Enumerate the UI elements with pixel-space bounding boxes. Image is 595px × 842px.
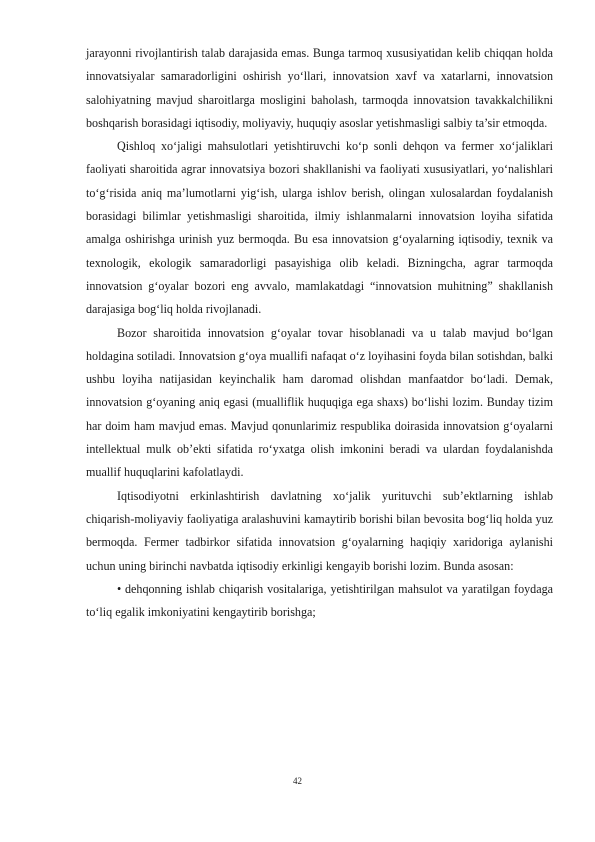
page-number: 42 — [293, 776, 302, 786]
bullet-paragraph — [86, 578, 553, 625]
bullet-text: dehqonning ishlab chiqarish vositalariga, yetishtirilgan mahsulot va yaratilgan foydaga to‘liq egalik imkoniyatini kengaytirib borishga; — [86, 581, 553, 620]
paragraph-3: Bozor sharoitida innovatsion g‘oyalar tovar hisoblanadi va u talab mavjud bo‘lgan holdagina sotiladi. Innovatsion g‘oya muallifi nafaqat o‘z loyihasini foyda bilan sotishdan, balki ushbu loyiha natijasidan keyinchalik ham daromad olishdan manfaatdor bo‘ladi. Demak, innovatsion g‘oyaning aniq egasi (mualliflik huquqiga ega shaxs) bo‘lishi lozim. Bunday tizim har doim ham mavjud emas. Mavjud qonunlarimiz respublika doirasida innovatsion g‘oyalarni intellektual mulk ob’ekti sifatida ro‘yxatga olish imkonini beradi va ulardan foydalanishda muallif huquqlarini kafolatlaydi. — [86, 325, 553, 480]
paragraph-4: Iqtisodiyotni erkinlashtirish davlatning xo‘jalik yurituvchi sub’ektlarning ishlab chiqarish-moliyaviy faoliyatiga aralashuvini kamaytirib borishi bilan bevosita bog‘liq holda yuz bermoqda. Fermer tadbirkor sifatida innovatsion g‘oyalarning haqiqiy xaridoriga aylanishi uchun uning birinchi navbatda iqtisodiy erkinligi kengayib borishi lozim. Bunda asosan: — [86, 488, 553, 573]
paragraph-2: Qishloq xo‘jaligi mahsulotlari yetishtiruvchi ko‘p sonli dehqon va fermer xo‘jaliklari faoliyati sharoitida agrar innovatsiya bozori shakllanishi va faoliyati xususiyatlari, yo‘nalishlari to‘g‘risida aniq ma’lumotlarni yig‘ish, ularga ishlov berish, olingan xulosalardan foydalanish borasidagi bilimlar yetishmasligi sharoitida, ilmiy ishlanmalarni innovatsion loyiha sifatida amalga oshirishga urinish yuz bermoqda. Bu esa innovatsion g‘oyalarning iqtisodiy, texnik va texnologik, ekologik samaradorligi pasayishiga olib keladi. Bizningcha, agrar tarmoqda innovatsion g‘oyalar bozori eng avvalo, mamlakatdagi “innovatsion muhitning” shakllanish darajasiga bog‘liq holda rivojlanadi. — [86, 139, 553, 317]
document-body — [86, 42, 553, 624]
paragraph-1: jarayonni rivojlantirish talab darajasida emas. Bunga tarmoq xususiyatidan kelib chiqqan holda innovatsiyalar samaradorligini oshirish yo‘llari, innovatsion xavf va xatarlarni, innovatsion salohiyatning mavjud sharoitlarga mosligini baholash, tarmoqda innovatsion tavakkalchilikni boshqarish borasidagi iqtisodiy, moliyaviy, huquqiy asoslar yetishmasligi salbiy ta’sir etmoqda. — [86, 46, 553, 130]
bullet-icon: • — [117, 581, 122, 596]
